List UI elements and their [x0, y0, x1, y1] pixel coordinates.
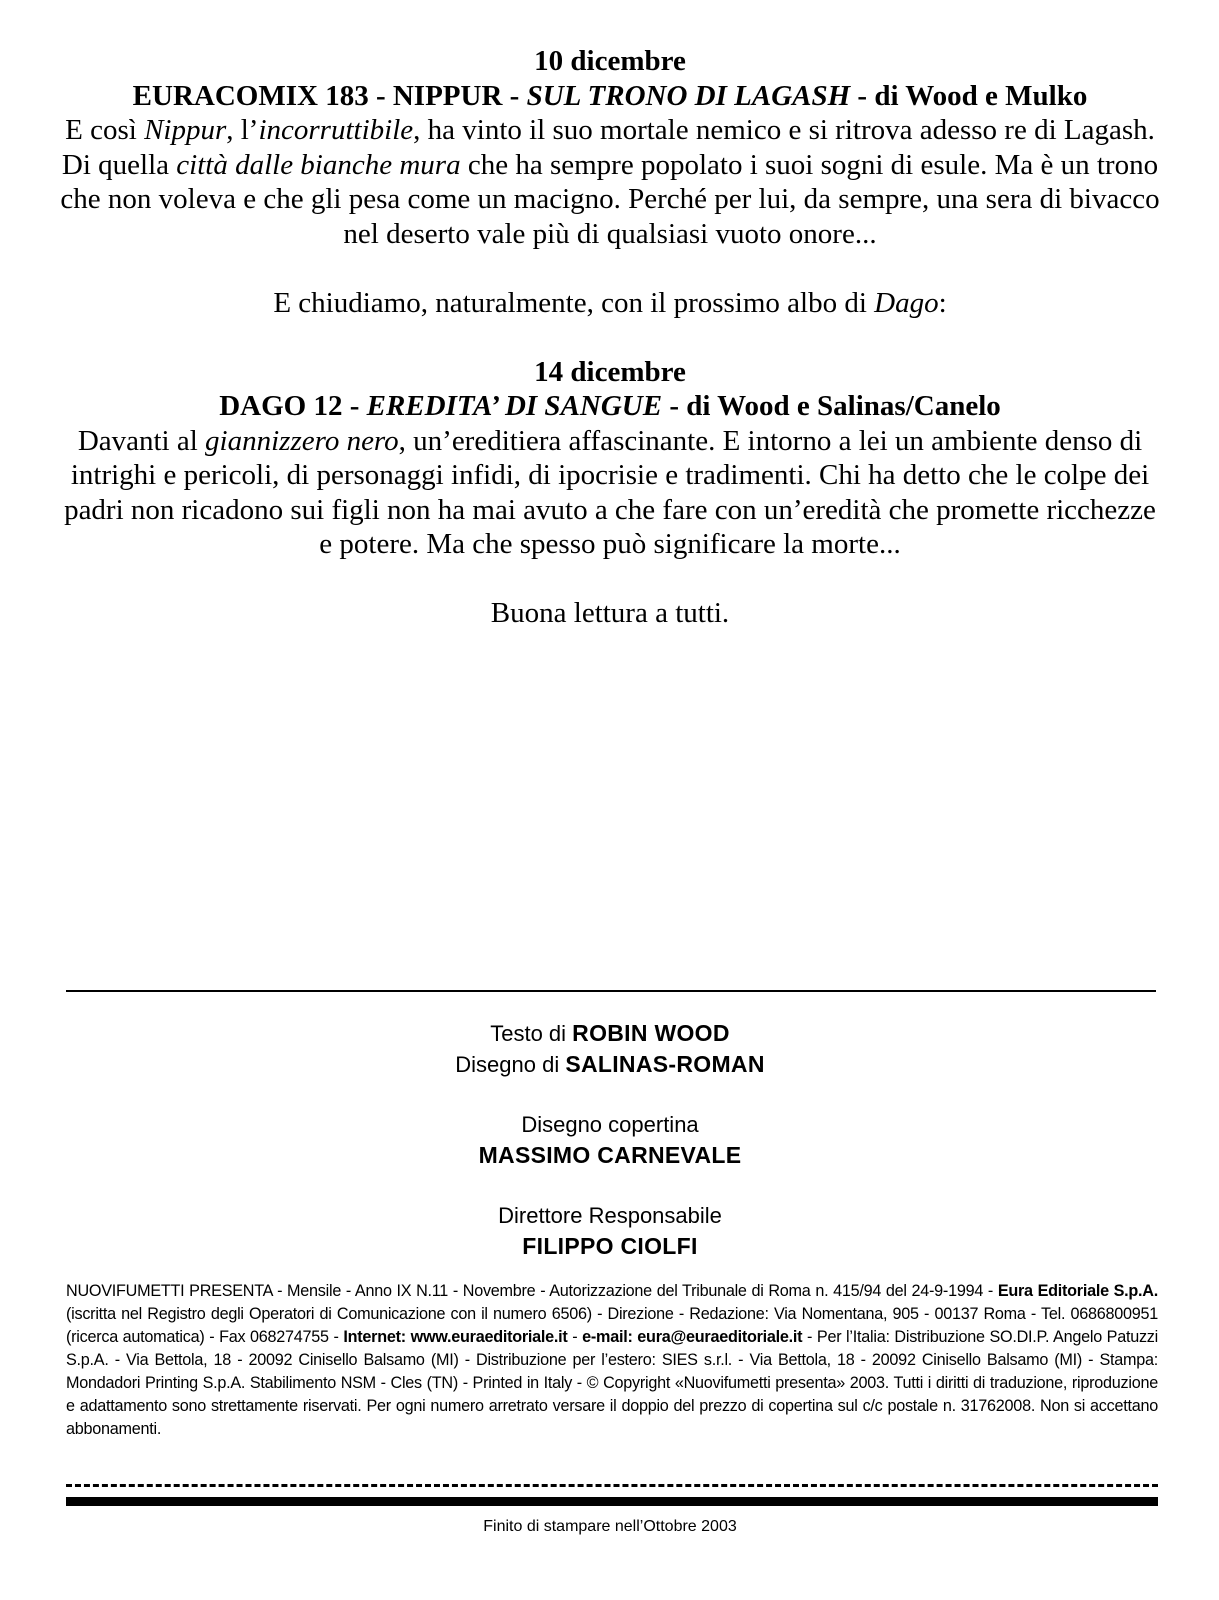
colophon: Finito di stampare nell’Ottobre 2003: [483, 1518, 737, 1535]
legal-notice: [66, 1280, 1158, 1441]
credit-text-label: Testo di: [490, 1021, 573, 1046]
credit-art-label: Disegno di: [455, 1052, 566, 1077]
legal-part: - Per l’Italia: Distribuzione SO.DI.P. Angelo Patuzzi S.p.A. - Via Bettola, 18 - 20092 Cinisello Balsamo (MI) - Distribuzione per l’estero: SIES s.r.l. - Via Bettola, 18 - 20092 Cinisello Balsamo (MI) - Stampa: Mondadori Printing S.p.A. Stabilimento NSM - Cles (TN) - Printed in Italy - © Copyright «Nuovifumetti presenta» 2003. Tutti i diritti di traduzione, riproduzione e adattamento sono strettamente riservati. Per ogni numero arretrato versare il doppio del prezzo di copertina sul c/c postale n. 31762008. Non si accettano abbonamenti.: [66, 1328, 1159, 1438]
transition-part: :: [938, 286, 947, 319]
transition-part: E chiudiamo, naturalmente, con il prossimo albo di: [273, 286, 875, 319]
top-divider: [66, 990, 1156, 992]
legal-internet: Internet: www.euraeditoriale.it: [343, 1328, 568, 1346]
item1-title-line: [60, 79, 1160, 114]
item1-desc-italic: Nippur: [144, 114, 227, 146]
item2-desc-italic: giannizzero nero: [205, 424, 399, 457]
item2-description: [60, 424, 1160, 562]
credit-director: [60, 1231, 1160, 1262]
item1-desc-italic: incorruttibile: [258, 114, 414, 146]
transition-line: [60, 286, 1160, 321]
legal-publisher: Eura Editoriale S.p.A.: [997, 1282, 1158, 1300]
credit-text-name: ROBIN WOOD: [572, 1020, 730, 1046]
credits-section: [60, 1018, 1160, 1262]
item1-story-title: SUL TRONO DI LAGASH: [526, 79, 851, 112]
item2-authors: - di Wood e Salinas/Canelo: [662, 390, 1001, 422]
item1-date: 10 dicembre: [534, 45, 686, 77]
credit-art: [60, 1049, 1160, 1080]
item1-desc-part: E così: [65, 114, 145, 146]
item2-series: DAGO 12 -: [219, 390, 367, 422]
bottom-divider-thick: [66, 1497, 1158, 1506]
credit-art-name: SALINAS-ROMAN: [565, 1051, 765, 1077]
item1-desc-italic: città dalle bianche mura: [176, 148, 461, 181]
item2-title-line: [60, 389, 1160, 424]
item1-desc-part: che ha sempre popolato i suoi sogni di esule. Ma è un trono che non voleva e che gli pesa come un macigno. Perché per lui, da sempre, una sera di bivacco nel deserto vale più di qualsiasi vuoto onore...: [60, 148, 1160, 250]
item2-story-title: EREDITA’ DI SANGUE: [366, 390, 663, 422]
credit-director-name: FILIPPO CIOLFI: [522, 1233, 698, 1259]
item2-desc-part: Davanti al: [77, 424, 206, 457]
legal-part: NUOVIFUMETTI PRESENTA - Mensile - Anno IX N.11 - Novembre - Autorizzazione del Tribunale di Roma n. 415/94 del 24-9-1994 -: [66, 1282, 998, 1300]
closing-line: Buona lettura a tutti.: [490, 597, 730, 629]
credit-cover: [60, 1140, 1160, 1171]
credit-cover-name: MASSIMO CARNEVALE: [478, 1142, 742, 1168]
item1-desc-part: , ha vinto il suo mortale nemico e si ritrova adesso re di Lagash. Di quella: [61, 114, 1155, 181]
item1-desc-part: , l’: [226, 114, 259, 146]
item1-authors: - di Wood e Mulko: [850, 79, 1088, 112]
credit-cover-label: Disegno copertina: [521, 1112, 699, 1137]
credit-director-label: Direttore Responsabile: [498, 1203, 722, 1228]
item1-series: EURACOMIX 183 - NIPPUR -: [132, 79, 527, 112]
bottom-divider-dashed: [66, 1484, 1158, 1487]
item2-date: 14 dicembre: [534, 355, 686, 388]
transition-italic: Dago: [874, 286, 939, 319]
legal-part: (iscritta nel Registro degli Operatori di Comunicazione con il numero 6506) - Direzione - Redazione: Via Nomentana, 905 - 00137 Roma - Tel. 0686800951 (ricerca automatica) - Fax 068274755 -: [66, 1305, 1158, 1346]
item2-desc-part: , un’ereditiera affascinante. E intorno a lei un ambiente denso di intrighi e pericoli, di personaggi infidi, di ipocrisie e tradimenti. Chi ha detto che le colpe dei padri non ricadono sui figli non ha mai avuto a che fare con un’eredità che promette ricchezze e potere. Ma che spesso può significare la morte...: [64, 424, 1156, 560]
item1-description: [60, 113, 1160, 251]
legal-part: -: [567, 1328, 583, 1346]
legal-email: e-mail: eura@euraeditoriale.it: [582, 1328, 803, 1346]
announcements-section: [60, 44, 1160, 631]
credit-text: [60, 1018, 1160, 1049]
